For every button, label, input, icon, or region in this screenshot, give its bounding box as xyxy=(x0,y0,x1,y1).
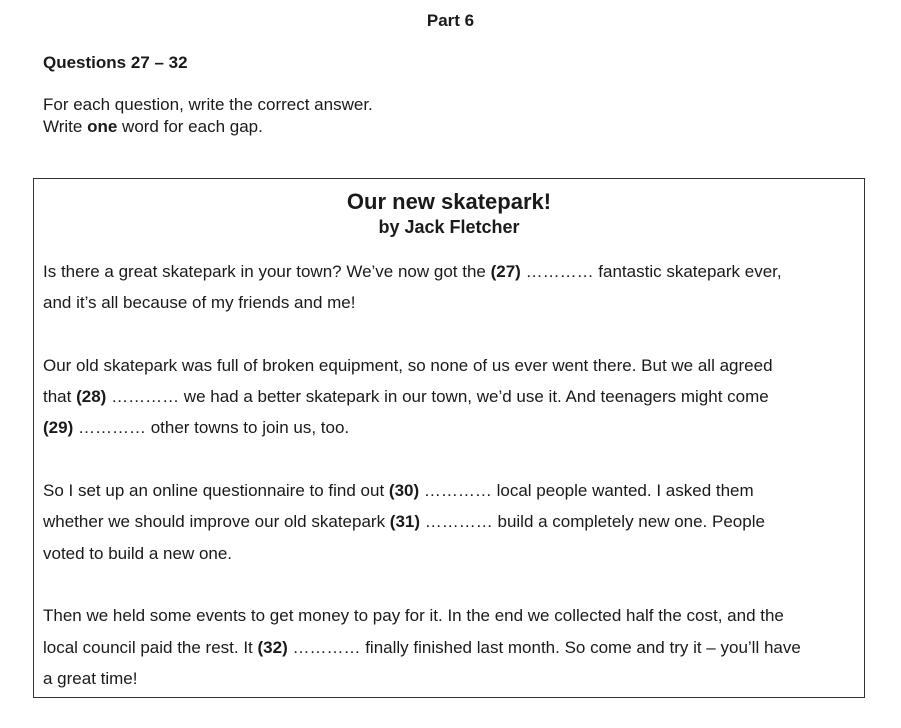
gap-number-29: (29) xyxy=(43,418,74,438)
text-segment: Is there a great skatepark in your town? We’ve now got the xyxy=(43,262,491,281)
paragraph-1 xyxy=(43,256,858,319)
text-segment: fantastic skatepark ever, xyxy=(593,262,782,281)
text-segment: So I set up an online questionnaire to find out xyxy=(43,481,389,501)
gap-28-blank[interactable]: ………… xyxy=(111,387,180,407)
gap-number-28: (28) xyxy=(76,387,107,407)
instruction-line-2 xyxy=(43,116,373,138)
instruction-text: word for each gap. xyxy=(117,117,263,136)
gap-32-blank[interactable]: ………… xyxy=(292,637,361,657)
text-segment: that xyxy=(43,387,77,407)
text-segment: and it’s all because of my friends and me! xyxy=(43,293,356,313)
paragraph-4 xyxy=(43,600,858,694)
text-segment: whether we should improve our old skatepark xyxy=(43,512,390,532)
gap-30-blank[interactable]: ………… xyxy=(423,481,492,501)
text-segment: voted to build a new one. xyxy=(43,543,233,563)
paragraph-2 xyxy=(43,350,858,444)
text-segment: Our old skatepark was full of broken equipment, so none of us ever went there. But we all agreed xyxy=(43,355,773,375)
questions-heading: Questions 27 – 32 xyxy=(43,53,188,72)
instruction-line-1: For each question, write the correct answer. xyxy=(43,95,373,114)
text-segment: other towns to join us, too. xyxy=(145,418,350,438)
gap-number-32: (32) xyxy=(257,637,288,657)
gap-29-blank[interactable]: ………… xyxy=(77,418,146,438)
part-title: Part 6 xyxy=(426,11,475,30)
text-segment: finally finished last month. So come and try it – you’ll have xyxy=(360,637,801,657)
text-segment: Then we held some events to get money to pay for it. In the end we collected half the cost, and the xyxy=(43,606,784,626)
article-title: Our new skatepark! xyxy=(346,189,552,214)
gap-number-30: (30) xyxy=(388,481,420,501)
instruction-emphasis: one xyxy=(87,117,118,136)
gap-27-blank[interactable]: ………… xyxy=(525,262,594,281)
gap-number-27: (27) xyxy=(490,262,521,281)
article-body xyxy=(43,256,858,694)
instruction-text: Write xyxy=(43,117,88,136)
text-segment: local council paid the rest. It xyxy=(43,637,258,657)
gap-31-blank[interactable]: ………… xyxy=(424,512,493,532)
text-segment: build a completely new one. People xyxy=(492,512,765,532)
paragraph-3 xyxy=(43,475,858,569)
text-segment: we had a better skatepark in our town, we’d use it. And teenagers might come xyxy=(179,387,769,407)
article-box xyxy=(33,178,865,698)
article-byline: by Jack Fletcher xyxy=(378,217,520,237)
text-segment: local people wanted. I asked them xyxy=(491,481,754,501)
instructions xyxy=(43,94,373,138)
text-segment: a great time! xyxy=(43,668,138,688)
gap-number-31: (31) xyxy=(389,512,421,532)
